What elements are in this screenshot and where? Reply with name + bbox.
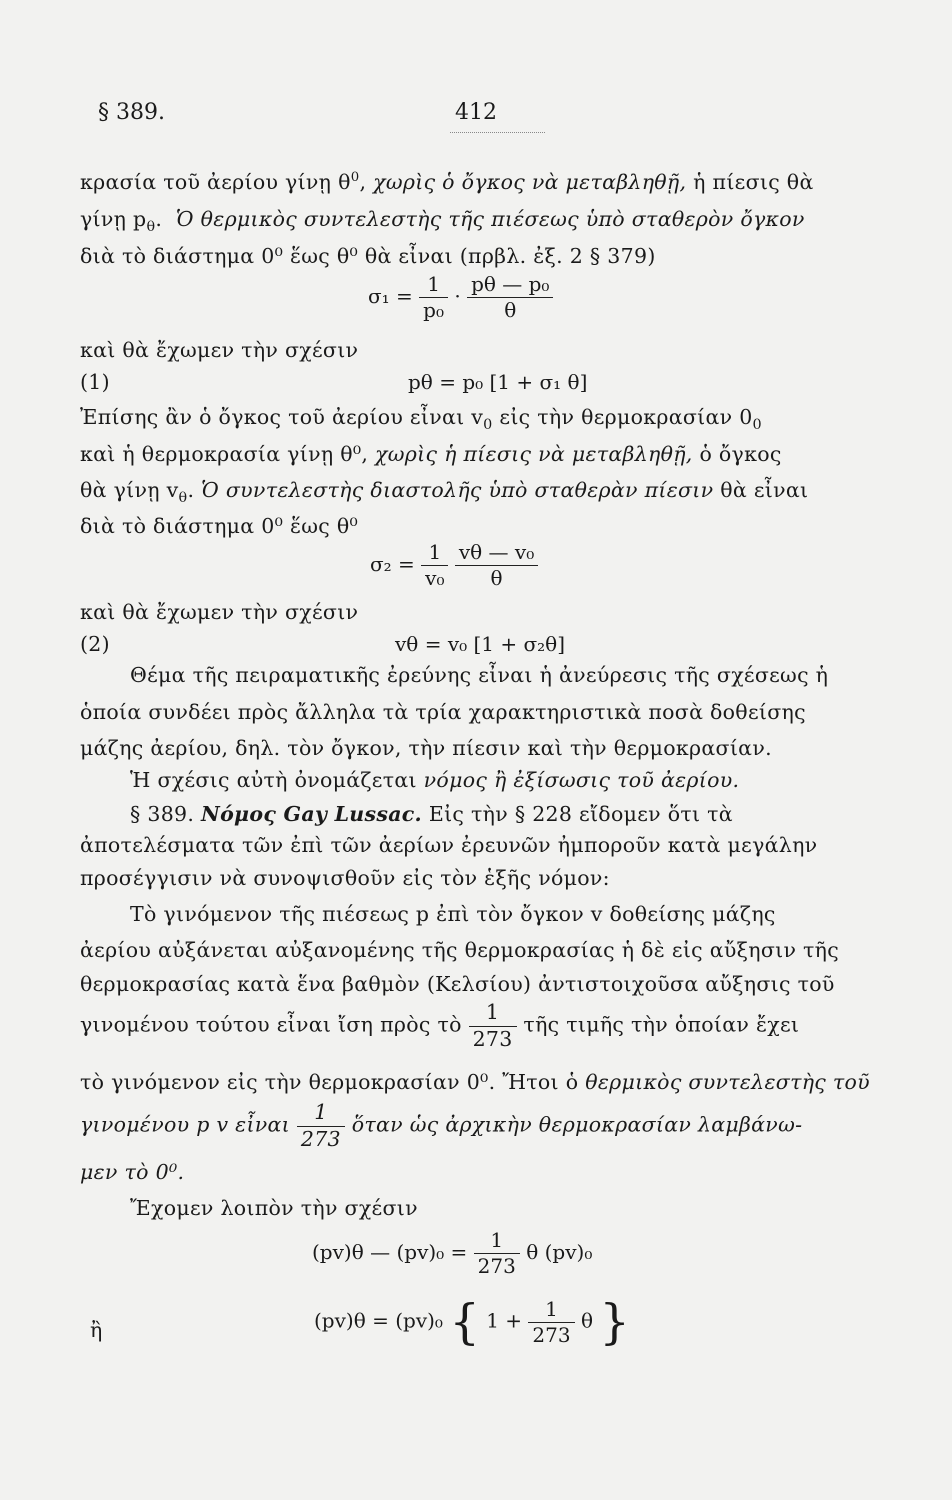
fraction: $\frac{\text{vθ — v₀}}{\theta}$ — [455, 540, 538, 591]
fraction: $\frac{1}{273}$ — [469, 1000, 517, 1052]
equation-label: (2) — [80, 632, 110, 656]
text-line: προσέγγισιν νὰ συνοψισθοῦν εἰς τὸν ἑξῆς νόμον: — [80, 866, 610, 890]
text-line: γίνῃ $p_\theta$. Ὁ θερμικὸς συντελεστὴς τῆς πιέσεως ὑπὸ σταθερὸν ὄγκον — [80, 207, 805, 236]
text-line: § 389. Νόμος Gay Lussac. Εἰς τὴν § 228 εἴδομεν ὅτι τὰ — [130, 802, 733, 826]
text-line: διὰ τὸ διάστημα 0⁰ ἕως θ⁰ — [80, 514, 359, 538]
text-line: Τὸ γινόμενον τῆς πιέσεως p ἐπὶ τὸν ὄγκον v δοθείσης μάζης — [130, 902, 776, 926]
section-marker: § 389. — [98, 100, 165, 125]
equation-4: (pv)θ = (pv)₀ { 1 + $\frac{1}{273}$ θ } — [314, 1294, 630, 1350]
fraction: $\frac{1}{273}$ — [297, 1100, 345, 1152]
text-line: γινομένου p v εἶναι $\frac{1}{273}$ ὅταν ὡς ἀρχικὴν θερμοκρασίαν λαμβάνω- — [80, 1100, 803, 1151]
text-line: τὸ γινόμενον εἰς τὴν θερμοκρασίαν 0⁰. Ἤτοι ὁ θερμικὸς συντελεστὴς τοῦ — [80, 1070, 870, 1094]
fraction: $\frac{1}{\text{v₀}}$ — [421, 540, 448, 591]
text-line: Ἐπίσης ἂν ὁ ὄγκος τοῦ ἀερίου εἶναι $v_0$ εἰς τὴν θερμοκρασίαν $0_0$ — [80, 405, 762, 434]
fraction: $\frac{1}{273}$ — [528, 1297, 574, 1348]
text-line: ἢ — [90, 1318, 103, 1342]
text-line: διὰ τὸ διάστημα 0⁰ ἕως θ⁰ θὰ εἶναι (πρβλ. ἐξ. 2 § 379) — [80, 244, 656, 268]
text-line: θὰ γίνῃ $v_\theta$. Ὁ συντελεστὴς διαστολῆς ὑπὸ σταθερὰν πίεσιν θὰ εἶναι — [80, 478, 809, 507]
equation-sigma1: σ₁ = $\frac{1}{\text{p₀}}$ · $\frac{\text{pθ — p₀}}{\theta}$ — [368, 272, 553, 323]
text-line: καὶ θὰ ἔχωμεν τὴν σχέσιν — [80, 600, 359, 624]
text-line: μάζης ἀερίου, δηλ. τὸν ὄγκον, τὴν πίεσιν καὶ τὴν θερμοκρασίαν. — [80, 736, 772, 760]
text-line: θερμοκρασίας κατὰ ἕνα βαθμὸν (Κελσίου) ἀντιστοιχοῦσα αὔξησις τοῦ — [80, 972, 835, 996]
text-line: Ἡ σχέσις αὐτὴ ὀνομάζεται νόμος ἢ ἐξίσωσις τοῦ ἀερίου. — [130, 768, 740, 792]
text-line: ἀποτελέσματα τῶν ἐπὶ τῶν ἀερίων ἐρευνῶν ἠμποροῦν κατὰ μεγάλην — [80, 833, 818, 857]
text-line: καὶ θὰ ἔχωμεν τὴν σχέσιν — [80, 338, 359, 362]
text-line: Ἔχομεν λοιπὸν τὴν σχέσιν — [130, 1196, 418, 1220]
header-rule — [450, 132, 545, 133]
fraction: $\frac{\text{pθ — p₀}}{\theta}$ — [467, 272, 553, 323]
text-line: καὶ ἡ θερμοκρασία γίνῃ θ⁰, χωρὶς ἡ πίεσις νὰ μεταβληθῇ, ὁ ὄγκος — [80, 442, 782, 466]
fraction: $\frac{1}{273}$ — [474, 1228, 520, 1279]
equation-1: pθ = p₀ [1 + σ₁ θ] — [408, 370, 588, 394]
law-title: Νόμος Gay Lussac. — [201, 802, 422, 826]
equation-2: vθ = v₀ [1 + σ₂θ] — [395, 632, 565, 656]
equation-label: (1) — [80, 370, 110, 394]
fraction: $\frac{1}{\text{p₀}}$ — [419, 272, 448, 323]
equation-3: (pv)θ — (pv)₀ = $\frac{1}{273}$ θ (pv)₀ — [312, 1228, 593, 1278]
text-line: κρασία τοῦ ἀερίου γίνῃ $\theta^0$, χωρὶς ὁ ὄγκος νὰ μεταβληθῇ, ἡ πίεσις θὰ — [80, 170, 814, 194]
page-number: 412 — [455, 100, 497, 125]
text-line: γινομένου τούτου εἶναι ἴση πρὸς τὸ $\frac{1}{273}$ τῆς τιμῆς τὴν ὁποίαν ἔχει — [80, 1000, 800, 1051]
text-line: ὁποία συνδέει πρὸς ἄλληλα τὰ τρία χαρακτηριστικὰ ποσὰ δοθείσης — [80, 700, 806, 724]
text-line: μεν τὸ 0⁰. — [80, 1160, 185, 1184]
text-line: ἀερίου αὐξάνεται αὐξανομένης τῆς θερμοκρασίας ἡ δὲ εἰς αὔξησιν τῆς — [80, 938, 840, 962]
text-line: Θέμα τῆς πειραματικῆς ἐρεύνης εἶναι ἡ ἀνεύρεσις τῆς σχέσεως ἡ — [130, 663, 829, 687]
equation-sigma2: σ₂ = $\frac{1}{\text{v₀}}$ $\frac{\text{vθ — v₀}}{\theta}$ — [370, 540, 538, 591]
